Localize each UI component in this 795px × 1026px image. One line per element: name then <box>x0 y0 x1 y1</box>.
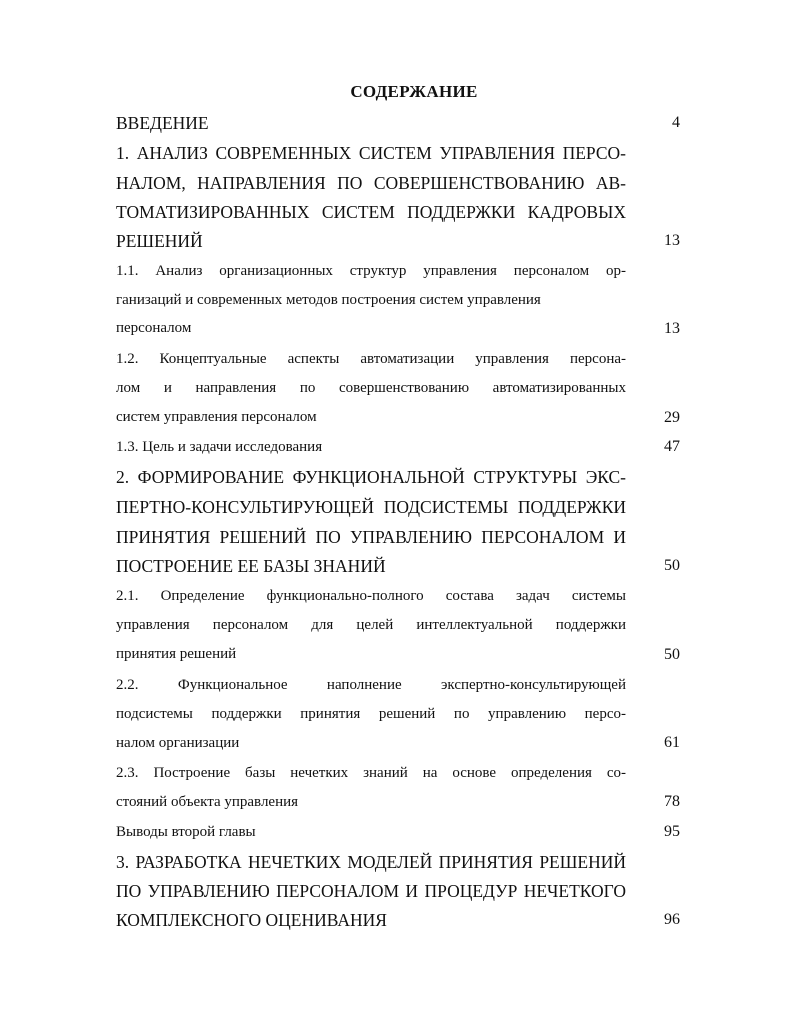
toc-entry-section-2-2: 2.2. Функциональное наполнение экспертно-консультирующей <box>116 677 626 693</box>
page-title: СОДЕРЖАНИЕ <box>350 82 478 101</box>
toc-entry-section-1-2: систем управления персоналом <box>116 409 317 425</box>
toc-page-number: 78 <box>664 793 680 810</box>
toc-entry-section-1-1: персоналом <box>116 320 192 336</box>
toc-entry-section-1-1: ганизаций и современных методов построения систем управления <box>116 292 541 308</box>
toc-entry-section-2-1: принятия решений <box>116 646 237 662</box>
toc-entry-section-2-1: управления персоналом для целей интеллектуальной поддержки <box>116 617 626 633</box>
toc-entry-section-1-3: 1.3. Цель и задачи исследования <box>116 439 323 455</box>
toc-entry-section-2-2: подсистемы поддержки принятия решений по управлению персо- <box>116 706 626 722</box>
toc-entry-section-1-2: 1.2. Концептуальные аспекты автоматизации управления персона- <box>116 351 626 367</box>
toc-entry-section-2-3: стояний объекта управления <box>116 794 299 810</box>
toc-entry-chapter-1: 1. АНАЛИЗ СОВРЕМЕННЫХ СИСТЕМ УПРАВЛЕНИЯ ПЕРСО- <box>116 143 626 163</box>
toc-page-number: 96 <box>664 911 680 928</box>
toc-page-number: 47 <box>664 438 680 455</box>
toc-page-number: 29 <box>664 409 680 426</box>
toc-entry-section-1-1: 1.1. Анализ организационных структур управления персоналом ор- <box>116 263 626 279</box>
toc-page-number: 50 <box>664 557 680 574</box>
toc-page-number: 4 <box>672 114 680 131</box>
toc-entry-chapter-2: ПОСТРОЕНИЕ ЕЕ БАЗЫ ЗНАНИЙ <box>116 556 386 576</box>
toc-entry-chapter-1: РЕШЕНИЙ <box>116 231 203 251</box>
toc-page-number: 61 <box>664 734 680 751</box>
toc-entry-chapter-3: ПО УПРАВЛЕНИЮ ПЕРСОНАЛОМ И ПРОЦЕДУР НЕЧЕТКОГО <box>116 881 626 901</box>
toc-entry-section-2-1: 2.1. Определение функционально-полного состава задач системы <box>116 588 626 604</box>
toc-entry-chapter-2: 2. ФОРМИРОВАНИЕ ФУНКЦИОНАЛЬНОЙ СТРУКТУРЫ ЭКС- <box>116 467 626 487</box>
toc-page-number: 13 <box>664 320 680 337</box>
toc-entry-section-1-2: лом и направления по совершенствованию автоматизированных <box>116 380 626 396</box>
toc-entry-section-2-2: налом организации <box>116 735 240 751</box>
toc-entry-chapter-3: 3. РАЗРАБОТКА НЕЧЕТКИХ МОДЕЛЕЙ ПРИНЯТИЯ РЕШЕНИЙ <box>116 852 626 872</box>
toc-entry-chapter-1: ТОМАТИЗИРОВАННЫХ СИСТЕМ ПОДДЕРЖКИ КАДРОВЫХ <box>116 202 626 222</box>
toc-entry-chapter-2: ПЕРТНО-КОНСУЛЬТИРУЮЩЕЙ ПОДСИСТЕМЫ ПОДДЕРЖКИ <box>116 497 626 517</box>
toc-entry-section-2-3: 2.3. Построение базы нечетких знаний на основе определения со- <box>116 765 626 781</box>
toc-entry-chapter-2: ПРИНЯТИЯ РЕШЕНИЙ ПО УПРАВЛЕНИЮ ПЕРСОНАЛОМ И <box>116 527 626 547</box>
toc-page-number: 95 <box>664 823 680 840</box>
toc-page-number: 50 <box>664 646 680 663</box>
toc-entry-introduction: ВВЕДЕНИЕ <box>116 113 209 133</box>
toc-entry-chapter-3: КОМПЛЕКСНОГО ОЦЕНИВАНИЯ <box>116 910 387 930</box>
toc-entry-conclusions-chapter-2: Выводы второй главы <box>116 824 256 840</box>
toc-entry-chapter-1: НАЛОМ, НАПРАВЛЕНИЯ ПО СОВЕРШЕНСТВОВАНИЮ АВ- <box>116 173 626 193</box>
toc-page-number: 13 <box>664 232 680 249</box>
